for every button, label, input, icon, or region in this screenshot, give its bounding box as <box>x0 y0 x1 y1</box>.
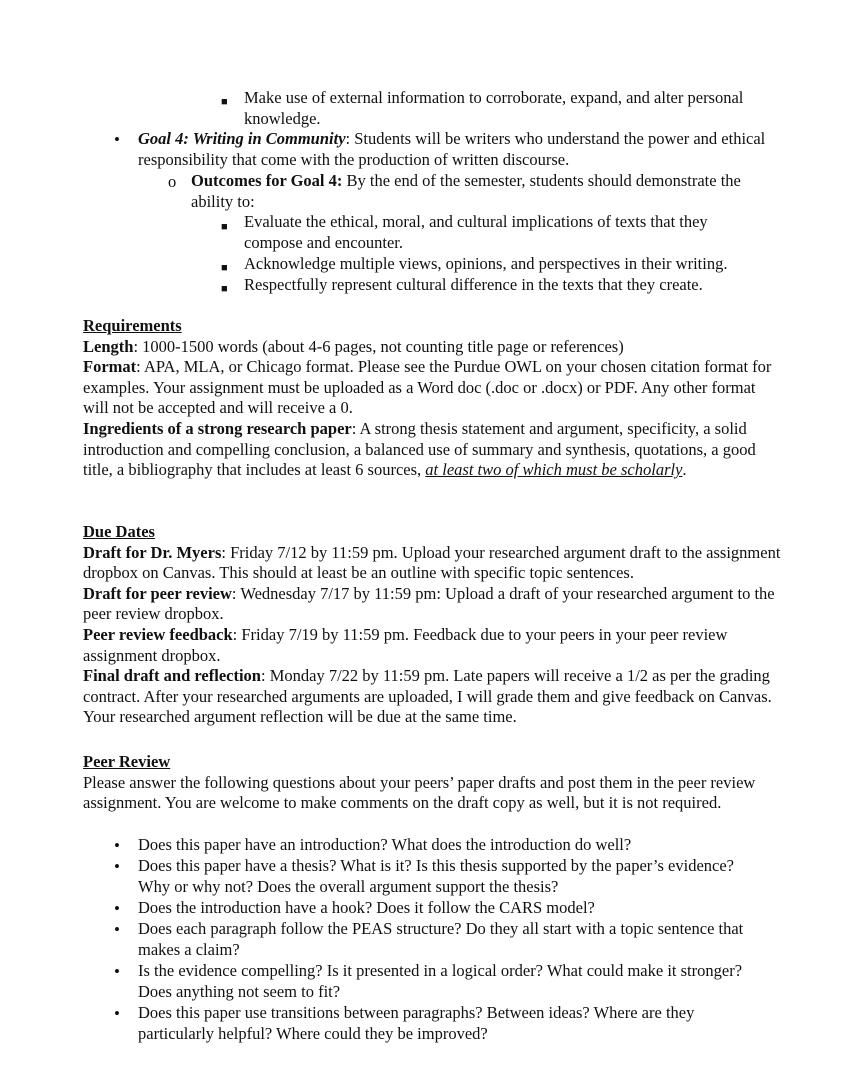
hollow-bullet-icon: o <box>168 172 177 191</box>
due-date-label: Draft for peer review <box>83 583 232 603</box>
goal4-paragraph <box>138 129 788 170</box>
square-bullet-icon: ■ <box>221 262 228 274</box>
due-date-item <box>83 625 783 666</box>
carry-over-outcome: Make use of external information to corroborate, expand, and alter personal knowledge. <box>244 88 744 128</box>
question-item: Does this paper have an introduction? What does the introduction do well? <box>138 835 632 854</box>
length-label: Length <box>83 336 134 356</box>
outcomes-paragraph <box>191 171 781 212</box>
bullet-icon: • <box>114 836 120 855</box>
bullet-icon: • <box>114 130 120 149</box>
format-text: : APA, MLA, or Chicago format. Please see the Purdue OWL on your chosen citation format for examples. Your assignment must be uploaded as a Word doc (.doc or .docx) or PDF. Any other format will not be accepted and will receive a 0. <box>83 357 772 418</box>
due-date-item <box>83 666 783 728</box>
due-date-text: : Wednesday 7/17 by 11:59 pm: Upload a draft of your researched argument to the peer review dropbox. <box>83 583 775 624</box>
ingredients-paragraph <box>83 419 783 481</box>
bullet-icon: • <box>114 920 120 939</box>
outcome-item: Respectfully represent cultural difference in the texts that they create. <box>244 275 703 294</box>
question-item: Does each paragraph follow the PEAS structure? Do they all start with a topic sentence that makes a claim? <box>138 919 744 959</box>
format-label: Format <box>83 357 137 377</box>
question-item: Does this paper use transitions between paragraphs? Between ideas? Where are they particularly helpful? Where could they be improved? <box>138 1003 695 1043</box>
outcomes-text: By the end of the semester, students should demonstrate the ability to: <box>191 171 741 211</box>
due-date-text: : Friday 7/19 by 11:59 pm. Feedback due to your peers in your peer review assignment dropbox. <box>83 624 728 665</box>
due-dates-section <box>83 522 783 728</box>
due-date-label: Final draft and reflection <box>83 666 261 686</box>
goal4-text: : Students will be writers who understand the power and ethical responsibility that come with the production of written discourse. <box>138 129 766 169</box>
bullet-icon: • <box>114 962 120 981</box>
peer-review-section <box>83 752 783 814</box>
ingredients-end: . <box>682 460 687 480</box>
square-bullet-icon: ■ <box>221 283 228 295</box>
due-date-item <box>83 584 783 625</box>
bullet-icon: • <box>114 899 120 918</box>
question-item: Does the introduction have a hook? Does it follow the CARS model? <box>138 898 595 917</box>
ingredients-text: : A strong thesis statement and argument, specificity, a solid introduction and compelling conclusion, a balanced use of summary and synthesis, quotations, a good title, a bibliography that includes at least 6 sources, <box>83 418 756 480</box>
requirements-section <box>83 316 783 481</box>
due-date-item <box>83 543 783 584</box>
due-date-label: Draft for Dr. Myers <box>83 542 222 562</box>
question-item: Is the evidence compelling? Is it presented in a logical order? What could make it stronger? Does anything not seem to fit? <box>138 961 743 1001</box>
due-date-text: : Friday 7/12 by 11:59 pm. Upload your researched argument draft to the assignment dropbox on Canvas. This should at least be an outline with specific topic sentences. <box>83 542 781 583</box>
outcome-item: Acknowledge multiple views, opinions, and perspectives in their writing. <box>244 254 728 273</box>
due-date-label: Peer review feedback <box>83 624 233 644</box>
bullet-icon: • <box>114 1004 120 1023</box>
length-paragraph <box>83 337 783 358</box>
ingredients-label: Ingredients of a strong research paper <box>83 418 352 438</box>
outcomes-label: Outcomes for Goal 4: <box>191 171 343 190</box>
square-bullet-icon: ■ <box>221 96 228 108</box>
outcome-item: Evaluate the ethical, moral, and cultural implications of texts that they compose and encounter. <box>244 212 708 252</box>
goal4-title: Goal 4: Writing in Community <box>138 129 346 148</box>
peer-review-heading: Peer Review <box>83 752 171 771</box>
requirements-heading: Requirements <box>83 316 182 335</box>
due-date-text: : Monday 7/22 by 11:59 pm. Late papers will receive a 1/2 as per the grading contract. After your researched arguments are uploaded, I will grade them and give feedback on Canvas. Your researched argument reflection will be due at the same time. <box>83 666 772 727</box>
scholarly-emphasis: at least two of which must be scholarly <box>425 460 683 480</box>
question-item: Does this paper have a thesis? What is it? Is this thesis supported by the paper’s evidence? Why or why not? Does the overall argument support the thesis? <box>138 856 734 896</box>
square-bullet-icon: ■ <box>221 221 228 233</box>
length-text: : 1000-1500 words (about 4-6 pages, not counting title page or references) <box>133 336 624 356</box>
peer-review-intro: Please answer the following questions about your peers’ paper drafts and post them in the peer review assignment. You are welcome to make comments on the draft copy as well, but it is not required. <box>83 772 756 813</box>
bullet-icon: • <box>114 857 120 876</box>
format-paragraph <box>83 357 783 419</box>
due-dates-heading: Due Dates <box>83 522 155 541</box>
